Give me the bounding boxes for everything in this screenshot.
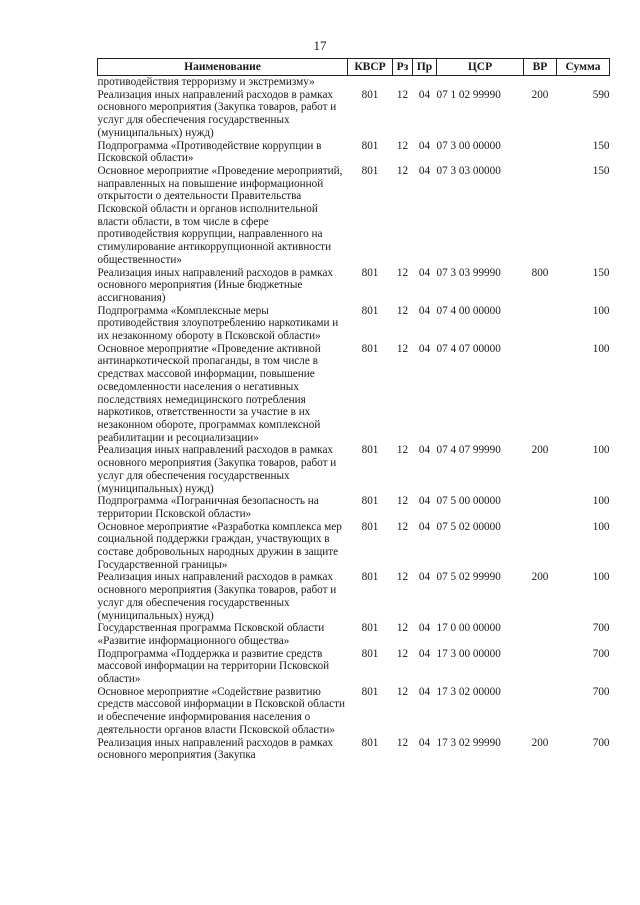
row-pr: 04 xyxy=(418,304,431,317)
row-vr xyxy=(524,686,557,737)
row-rz: 12 xyxy=(396,266,409,279)
row-name: Реализация иных направлений расходов в рамках основного мероприятия (Закупка xyxy=(97,736,334,762)
table-row xyxy=(98,622,610,647)
row-name: Основное мероприятие «Содействие развитию средств массовой информации в Псковской области и обеспечение информирования населения о деятельности органов власти Псковской области» xyxy=(97,685,345,736)
row-sum: 150 xyxy=(592,266,610,279)
table-row xyxy=(98,89,610,140)
row-sum: 100 xyxy=(592,342,610,355)
budget-table xyxy=(97,58,610,762)
row-name: противодействия терроризму и экстремизму» xyxy=(97,76,315,88)
row-pr: 04 xyxy=(418,495,431,508)
row-csr: 07 5 02 00000 xyxy=(436,520,501,533)
row-csr xyxy=(437,76,524,89)
header-pr: Пр xyxy=(413,59,437,76)
row-rz: 12 xyxy=(396,736,409,749)
table-row xyxy=(98,571,610,622)
row-vr xyxy=(524,648,557,686)
row-pr: 04 xyxy=(418,520,431,533)
table-row xyxy=(98,686,610,737)
header-kvsr: КВСР xyxy=(348,59,393,76)
row-sum: 590 xyxy=(592,88,610,101)
table-row xyxy=(98,521,610,572)
row-kvsr: 801 xyxy=(361,685,379,698)
row-kvsr: 801 xyxy=(361,88,379,101)
row-name: Основное мероприятие «Проведение мероприятий, направленных на повышение информационной открытости о деятельности Правительства Псковской области и органов исполнительной власти области, в том числе в сфере противодействия коррупции, направленного на стимулирование антикоррупционной активности общественности» xyxy=(97,164,343,266)
row-name: Подпрограмма «Комплексные меры противодействия злоупотреблению наркотиками и их незаконному обороту в Псковской области» xyxy=(97,304,339,343)
row-name: Основное мероприятие «Разработка комплекса мер социальной поддержки граждан, участвующих в составе добровольных народных дружин в защите Государственной границы» xyxy=(97,520,342,571)
row-sum: 700 xyxy=(592,622,610,635)
row-sum: 700 xyxy=(592,736,610,749)
header-sum: Сумма xyxy=(557,59,610,76)
row-kvsr: 801 xyxy=(361,736,379,749)
row-pr: 04 xyxy=(418,88,431,101)
row-kvsr: 801 xyxy=(361,164,379,177)
table-row xyxy=(98,495,610,520)
row-name: Подпрограмма «Пограничная безопасность на территории Псковской области» xyxy=(97,495,319,520)
table-body xyxy=(98,76,610,762)
row-csr: 07 1 02 99990 xyxy=(436,88,501,101)
row-rz: 12 xyxy=(396,495,409,508)
row-rz: 12 xyxy=(396,444,409,457)
row-rz: 12 xyxy=(396,685,409,698)
row-rz: 12 xyxy=(396,88,409,101)
row-sum: 700 xyxy=(592,685,610,698)
row-csr: 07 3 03 00000 xyxy=(436,164,501,177)
row-kvsr: 801 xyxy=(361,520,379,533)
row-name: Подпрограмма «Поддержка и развитие средств массовой информации на территории Псковской области» xyxy=(97,647,330,686)
row-name: Подпрограмма «Противодействие коррупции в Псковской области» xyxy=(97,139,322,165)
row-pr: 04 xyxy=(418,571,431,584)
row-rz: 12 xyxy=(396,164,409,177)
row-pr: 04 xyxy=(418,647,431,660)
row-kvsr: 801 xyxy=(361,304,379,317)
row-csr: 07 5 02 99990 xyxy=(436,571,501,584)
row-sum: 150 xyxy=(592,139,610,152)
row-rz: 12 xyxy=(396,520,409,533)
row-csr: 07 5 00 00000 xyxy=(436,495,501,508)
row-vr xyxy=(524,343,557,445)
table-row xyxy=(98,444,610,495)
header-csr: ЦСР xyxy=(437,59,524,76)
row-sum: 100 xyxy=(592,444,610,457)
row-vr: 200 xyxy=(531,444,549,457)
header-vr: ВР xyxy=(524,59,557,76)
row-csr: 07 4 07 99990 xyxy=(436,444,501,457)
row-rz: 12 xyxy=(396,139,409,152)
row-vr xyxy=(524,76,557,89)
table-row xyxy=(98,267,610,305)
table-header-row xyxy=(98,59,610,76)
row-vr: 200 xyxy=(531,88,549,101)
row-sum: 100 xyxy=(592,571,610,584)
row-csr: 17 3 02 00000 xyxy=(436,685,501,698)
row-vr xyxy=(524,165,557,267)
row-csr: 07 4 00 00000 xyxy=(436,304,501,317)
row-vr xyxy=(524,140,557,165)
row-name: Основное мероприятие «Проведение активной антинаркотической пропаганды, в том числе в средствах массовой информации, повышение осведомленности населения о негативных последствиях немедицинского потребления наркотиков, ответственности за участие в их незаконном обороте, программах комплексной реабилитации и ресоциализации» xyxy=(97,342,321,444)
row-rz: 12 xyxy=(396,304,409,317)
page-number: 17 xyxy=(313,38,327,53)
row-name: Реализация иных направлений расходов в рамках основного мероприятия (Закупка товаров, работ и услуг для обеспечения государственных (муниципальных) нужд) xyxy=(97,88,337,139)
table-row xyxy=(98,140,610,165)
row-pr: 04 xyxy=(418,685,431,698)
row-csr: 17 3 02 99990 xyxy=(436,736,501,749)
row-name: Реализация иных направлений расходов в рамках основного мероприятия (Закупка товаров, работ и услуг для обеспечения государственных (муниципальных) нужд) xyxy=(97,444,337,495)
row-kvsr: 801 xyxy=(361,444,379,457)
table-row xyxy=(98,76,610,89)
row-csr: 07 3 03 99990 xyxy=(436,266,501,279)
row-rz xyxy=(393,76,413,89)
table-row xyxy=(98,737,610,762)
row-vr: 200 xyxy=(531,736,549,749)
row-pr: 04 xyxy=(418,736,431,749)
row-pr: 04 xyxy=(418,266,431,279)
row-kvsr: 801 xyxy=(361,266,379,279)
row-kvsr: 801 xyxy=(361,622,379,635)
row-pr: 04 xyxy=(418,342,431,355)
row-pr: 04 xyxy=(418,139,431,152)
row-pr xyxy=(413,76,437,89)
row-sum: 150 xyxy=(592,164,610,177)
row-sum: 700 xyxy=(592,647,610,660)
row-vr: 800 xyxy=(531,266,549,279)
row-rz: 12 xyxy=(396,622,409,635)
row-csr: 07 3 00 00000 xyxy=(436,139,501,152)
table-row xyxy=(98,305,610,343)
row-rz: 12 xyxy=(396,571,409,584)
row-vr xyxy=(524,622,557,647)
row-pr: 04 xyxy=(418,164,431,177)
row-csr: 17 0 00 00000 xyxy=(436,622,501,635)
row-rz: 12 xyxy=(396,647,409,660)
row-vr xyxy=(524,521,557,572)
row-kvsr: 801 xyxy=(361,647,379,660)
table-row xyxy=(98,165,610,267)
header-name: Наименование xyxy=(98,59,348,76)
row-kvsr: 801 xyxy=(361,139,379,152)
row-pr: 04 xyxy=(418,622,431,635)
row-vr xyxy=(524,495,557,520)
row-sum xyxy=(557,76,610,89)
row-pr: 04 xyxy=(418,444,431,457)
table-row xyxy=(98,343,610,445)
row-vr: 200 xyxy=(531,571,549,584)
row-kvsr: 801 xyxy=(361,342,379,355)
row-name: Государственная программа Псковской области «Развитие информационного общества» xyxy=(97,622,325,647)
header-rz: Рз xyxy=(393,59,413,76)
row-name: Реализация иных направлений расходов в рамках основного мероприятия (Закупка товаров, работ и услуг для обеспечения государственных (муниципальных) нужд) xyxy=(97,571,337,622)
table-row xyxy=(98,648,610,686)
row-kvsr xyxy=(348,76,393,89)
row-sum: 100 xyxy=(592,520,610,533)
row-kvsr: 801 xyxy=(361,495,379,508)
row-kvsr: 801 xyxy=(361,571,379,584)
row-name: Реализация иных направлений расходов в рамках основного мероприятия (Иные бюджетные ассигнования) xyxy=(97,266,334,304)
row-sum: 100 xyxy=(592,495,610,508)
row-sum: 100 xyxy=(592,304,610,317)
row-vr xyxy=(524,305,557,343)
row-rz: 12 xyxy=(396,342,409,355)
row-csr: 17 3 00 00000 xyxy=(436,647,501,660)
row-csr: 07 4 07 00000 xyxy=(436,342,501,355)
